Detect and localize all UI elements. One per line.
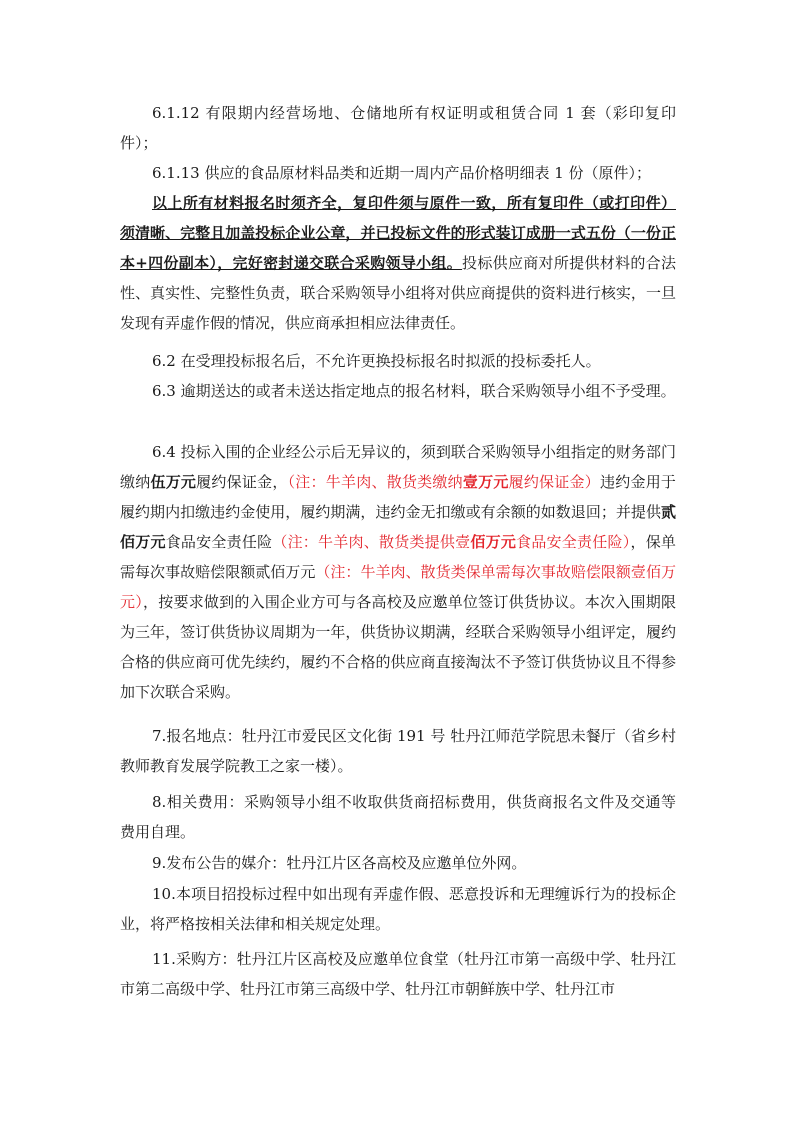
- insurance-note-prefix: （注：牛羊肉、散货类提供壹: [272, 533, 471, 551]
- paragraph-fraud-handling: 10.本项目招投标过程中如出现有弄虚作假、恶意投诉和无理缠诉行为的投标企业，将严格按相关法律和相关规定处理。: [120, 885, 676, 933]
- policy-limit-text: ，保单需每次事故赔偿限额贰佰万元: [120, 533, 676, 581]
- deposit-intro: 6.4 投标入围的企业经公示后无异议的，须到联合采购领导小组指定的财务部门缴纳: [120, 443, 676, 491]
- penalty-text: 违约金用于履约期内扣缴违约金使用，履约期满，违约金无扣缴或有余额的如数退回；并提供: [120, 473, 676, 521]
- insurance-note-suffix: 食品安全责任险）: [516, 533, 631, 551]
- deposit-note-suffix: 履约保证金）: [508, 473, 600, 491]
- deposit-label: 履约保证金，: [196, 473, 288, 491]
- agreement-text: ，按要求做到的入围企业方可与各高校及应邀单位签订供货协议。本次入围期限为三年，签订供货协议周期为一年，供货协议期满，经联合采购领导小组评定，履约合格的供应商可优先续约，履约不合格的供应商直接淘汰不予签订供货协议且不得参加下次联合采购。: [120, 593, 676, 701]
- policy-limit-note: （注：牛羊肉、散货类保单需每次事故赔偿限额壹佰万元）: [120, 563, 676, 611]
- paragraph-6-4: [120, 437, 676, 707]
- materials-requirement-emphasis: 以上所有材料报名时须齐全，复印件须与原件一致，所有复印件（或打印件）须清晰、完整且加盖投标企业公章，并已投标文件的形式装订成册一式五份（一份正本+四份副本），完好密封递交联合采购领导小组。: [120, 194, 676, 272]
- paragraph-materials-requirement: [120, 188, 676, 338]
- paragraph-purchaser: 11.采购方：牡丹江片区高校及应邀单位食堂（牡丹江市第一高级中学、牡丹江市第二高级中学、牡丹江市第三高级中学、牡丹江市朝鲜族中学、牡丹江市: [120, 950, 676, 998]
- materials-responsibility-text: 投标供应商对所提供材料的合法性、真实性、完整性负责，联合采购领导小组将对供应商提供的资料进行核实，一旦发现有弄虚作假的情况，供应商承担相应法律责任。: [120, 254, 676, 332]
- paragraph-related-fees: 8.相关费用：采购领导小组不收取供货商招标费用，供货商报名文件及交通等费用自理。: [120, 793, 676, 841]
- deposit-amount: 伍万元: [150, 473, 197, 491]
- paragraph-registration-location: 7.报名地点：牡丹江市爱民区文化街 191 号 牡丹江师范学院思未餐厅（省乡村教师教育发展学院教工之家一楼）。: [120, 727, 676, 775]
- deposit-note-prefix: （注：牛羊肉、散货类缴纳: [287, 473, 463, 491]
- insurance-label: 食品安全责任险: [165, 533, 273, 551]
- paragraph-6-1-13: 6.1.13 供应的食品原材料品类和近期一周内产品价格明细表 1 份（原件）；: [152, 164, 652, 182]
- paragraph-6-2: 6.2 在受理投标报名后，不允许更换投标报名时拟派的投标委托人。: [152, 352, 601, 370]
- deposit-note-amount: 壹万元: [462, 473, 509, 491]
- insurance-amount: 贰佰万元: [120, 503, 676, 551]
- paragraph-announcement-media: 9.发布公告的媒介：牡丹江片区各高校及应邀单位外网。: [152, 854, 527, 872]
- paragraph-6-1-12: 6.1.12 有限期内经营场地、仓储地所有权证明或租赁合同 1 套（彩印复印件）；: [120, 104, 676, 152]
- paragraph-6-3: 6.3 逾期送达的或者未送达指定地点的报名材料，联合采购领导小组不予受理。: [152, 382, 676, 400]
- insurance-note-amount: 佰万元: [470, 533, 517, 551]
